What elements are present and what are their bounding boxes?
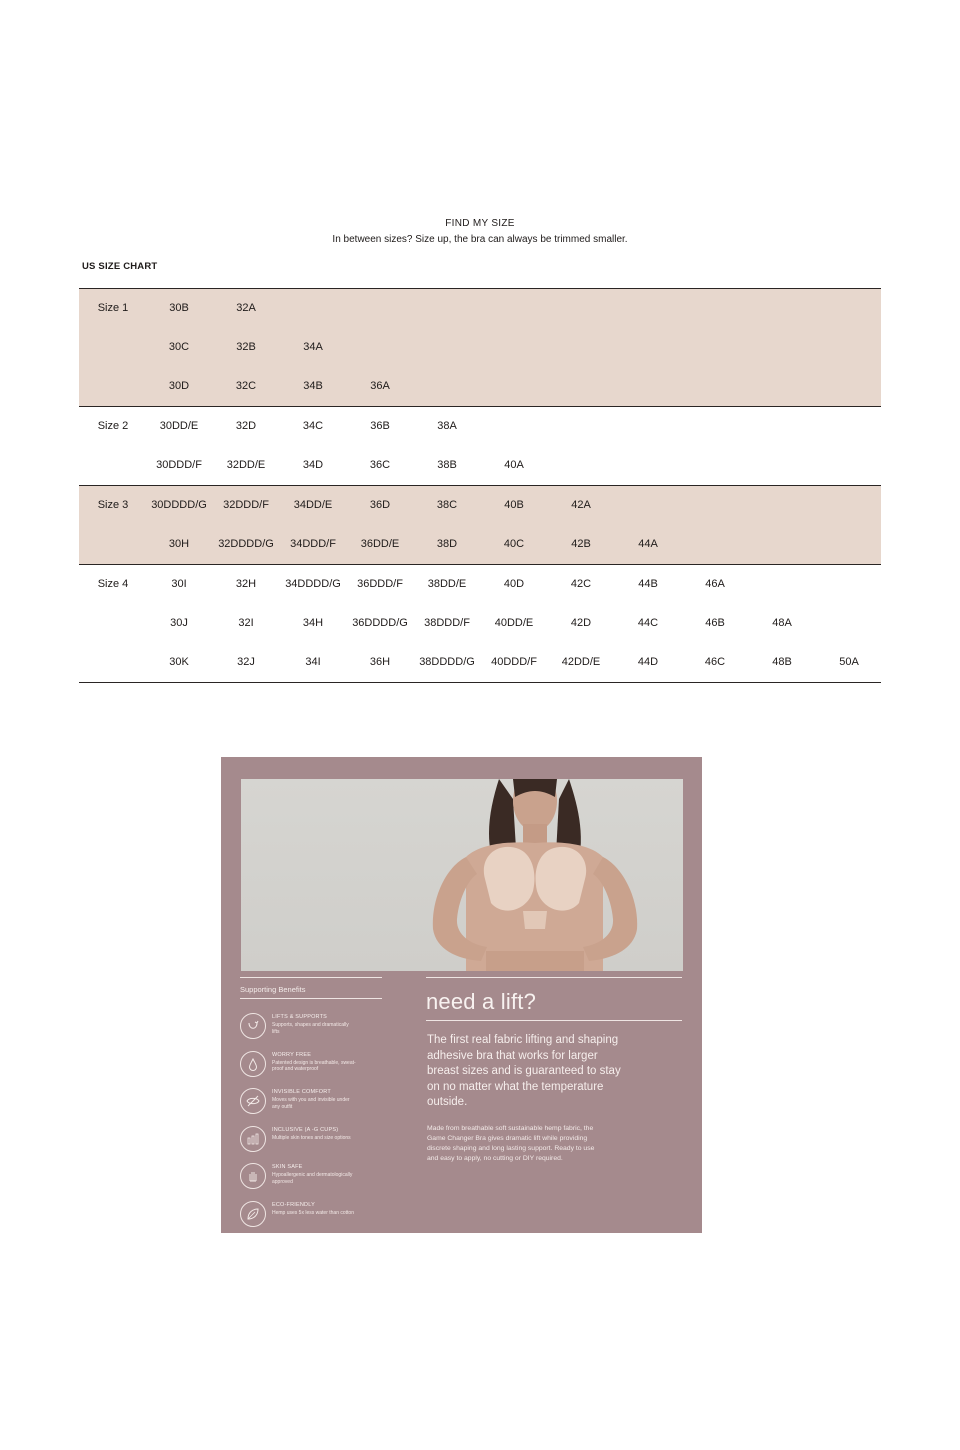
benefit-title: LIFTS & SUPPORTS	[272, 1014, 328, 1020]
size-group-1	[79, 288, 881, 406]
size-cell: 36DDD/F	[357, 578, 403, 590]
benefit-text: Hemp uses 5x less water than cotton	[272, 1209, 354, 1216]
size-cell: 34H	[302, 617, 324, 629]
size-cell: 36D	[369, 499, 391, 511]
size-cell: 34DDD/F	[290, 538, 336, 550]
size-row	[79, 407, 881, 446]
size-cell: 30C	[168, 341, 190, 353]
size-cell: 36DD/E	[360, 538, 400, 550]
size-cell: 40D	[503, 578, 525, 590]
size-cell: 42D	[570, 617, 592, 629]
size-row	[79, 643, 881, 682]
size-cell: 40DD/E	[494, 617, 534, 629]
product-headline: need a lift?	[426, 989, 537, 1014]
lift-arrow-icon	[240, 1013, 266, 1039]
size-group-label: Size 3	[97, 499, 129, 511]
size-row	[79, 486, 881, 525]
hand-icon	[240, 1163, 266, 1189]
size-cell: 34B	[303, 380, 323, 392]
benefit-item	[240, 1126, 390, 1160]
size-chart-table	[79, 288, 881, 683]
size-cell: 42B	[571, 538, 591, 550]
size-cell: 36H	[369, 656, 391, 668]
size-cell: 32DD/E	[226, 459, 266, 471]
size-group-label: Size 1	[97, 302, 129, 314]
size-group-label: Size 4	[97, 578, 129, 590]
size-group-3	[79, 485, 881, 564]
product-photo	[241, 779, 683, 971]
benefit-item	[240, 1163, 390, 1197]
model-illustration	[241, 779, 683, 971]
size-cell: 34A	[303, 341, 323, 353]
size-cell: 32H	[235, 578, 257, 590]
size-cell: 30D	[168, 380, 190, 392]
size-cell: 38C	[436, 499, 458, 511]
benefit-item	[240, 1051, 390, 1085]
benefits-title: Supporting Benefits	[240, 985, 306, 994]
benefits-top-rule	[240, 977, 382, 978]
size-guide-subtitle: In between sizes? Size up, the bra can always be trimmed smaller.	[332, 234, 628, 245]
benefit-text: Supports, shapes and dramatically lifts	[272, 1022, 349, 1035]
benefit-title: INCLUSIVE (A -G CUPS)	[272, 1126, 339, 1133]
size-cell: 38DDDD/G	[419, 656, 475, 668]
product-body-text: Made from breathable soft sustainable hemp fabric, the Game Changer Bra gives dramatic lift while providing discrete shaping and long lasting support. Ready to use and easy to apply, no cutting or DIY required.	[427, 1125, 595, 1162]
size-cell: 36C	[369, 459, 391, 471]
size-row	[79, 565, 881, 604]
size-cell: 40DDD/F	[491, 656, 537, 668]
size-cell: 32DDD/F	[223, 499, 269, 511]
size-cell: 44A	[638, 538, 658, 550]
us-size-chart-label: US SIZE CHART	[82, 261, 158, 272]
size-group-4	[79, 564, 881, 683]
size-cell: 34DDDD/G	[285, 578, 341, 590]
size-cell: 42A	[571, 499, 591, 511]
size-cell: 38DDD/F	[424, 617, 470, 629]
size-cell: 44B	[638, 578, 658, 590]
size-cell: 44D	[637, 656, 659, 668]
size-bars-icon	[240, 1126, 266, 1152]
size-cell: 46B	[705, 617, 725, 629]
product-box-image	[221, 757, 702, 1233]
benefit-item	[240, 1088, 390, 1122]
size-row	[79, 367, 881, 406]
benefit-text: Multiple skin tones and size options	[272, 1134, 351, 1141]
size-cell: 30I	[171, 578, 187, 590]
benefit-item	[240, 1201, 390, 1234]
leaf-icon	[240, 1201, 266, 1227]
size-cell: 40A	[504, 459, 524, 471]
size-row	[79, 525, 881, 564]
benefit-title: SKIN SAFE	[272, 1164, 303, 1170]
size-cell: 32A	[236, 302, 256, 314]
size-cell: 34D	[302, 459, 324, 471]
water-drop-icon	[240, 1051, 266, 1077]
size-cell: 30B	[169, 302, 189, 314]
size-row	[79, 289, 881, 328]
size-cell: 30H	[168, 538, 190, 550]
benefit-title: ECO-FRIENDLY	[272, 1201, 315, 1208]
size-cell: 38A	[437, 420, 457, 432]
benefits-title-rule	[240, 998, 382, 999]
size-guide-title: FIND MY SIZE	[445, 218, 515, 229]
size-row	[79, 446, 881, 485]
size-cell: 46C	[704, 656, 726, 668]
size-cell: 34C	[302, 420, 324, 432]
size-cell: 40C	[503, 538, 525, 550]
size-cell: 36B	[370, 420, 390, 432]
size-cell: 32D	[235, 420, 257, 432]
benefit-title: WORRY FREE	[272, 1051, 312, 1058]
size-cell: 38DD/E	[427, 578, 467, 590]
size-group-2	[79, 406, 881, 485]
size-row	[79, 328, 881, 367]
product-lead-text: The first real fabric lifting and shaping adhesive bra that works for larger breast sizes and is guaranteed to stay on no matter what the temperature outside.	[427, 1034, 621, 1108]
size-cell: 30DDDD/G	[151, 499, 207, 511]
size-cell: 46A	[705, 578, 725, 590]
size-cell: 50A	[839, 656, 859, 668]
size-cell: 44C	[637, 617, 659, 629]
size-cell: 30J	[170, 617, 188, 629]
eye-hidden-icon	[240, 1088, 266, 1114]
benefit-text: Patented design is breathable, sweat-proof and waterproof	[272, 1059, 356, 1072]
benefit-text: Hypoallergenic and dermatologically approved	[272, 1172, 353, 1185]
size-cell: 32C	[235, 380, 257, 392]
headline-top-rule	[426, 977, 682, 978]
headline-bottom-rule	[426, 1020, 682, 1021]
size-cell: 32DDDD/G	[218, 538, 274, 550]
size-cell: 38B	[437, 459, 457, 471]
size-cell: 38D	[436, 538, 458, 550]
size-cell: 34I	[305, 656, 321, 668]
size-cell: 40B	[504, 499, 524, 511]
size-cell: 42DD/E	[561, 656, 601, 668]
size-cell: 36A	[370, 380, 390, 392]
size-row	[79, 604, 881, 643]
benefit-item	[240, 1013, 390, 1047]
size-cell: 30DD/E	[159, 420, 199, 432]
size-cell: 34DD/E	[293, 499, 333, 511]
size-cell: 32B	[236, 341, 256, 353]
benefit-text: Moves with you and invisible under any outfit	[272, 1097, 350, 1110]
size-cell: 48B	[772, 656, 792, 668]
size-cell: 30K	[169, 656, 189, 668]
size-group-label: Size 2	[97, 420, 129, 432]
size-cell: 36DDDD/G	[352, 617, 408, 629]
size-cell: 30DDD/F	[156, 459, 202, 471]
size-cell: 32I	[238, 617, 254, 629]
size-cell: 32J	[237, 656, 255, 668]
size-cell: 42C	[570, 578, 592, 590]
benefit-title: INVISIBLE COMFORT	[272, 1089, 331, 1095]
size-cell: 48A	[772, 617, 792, 629]
